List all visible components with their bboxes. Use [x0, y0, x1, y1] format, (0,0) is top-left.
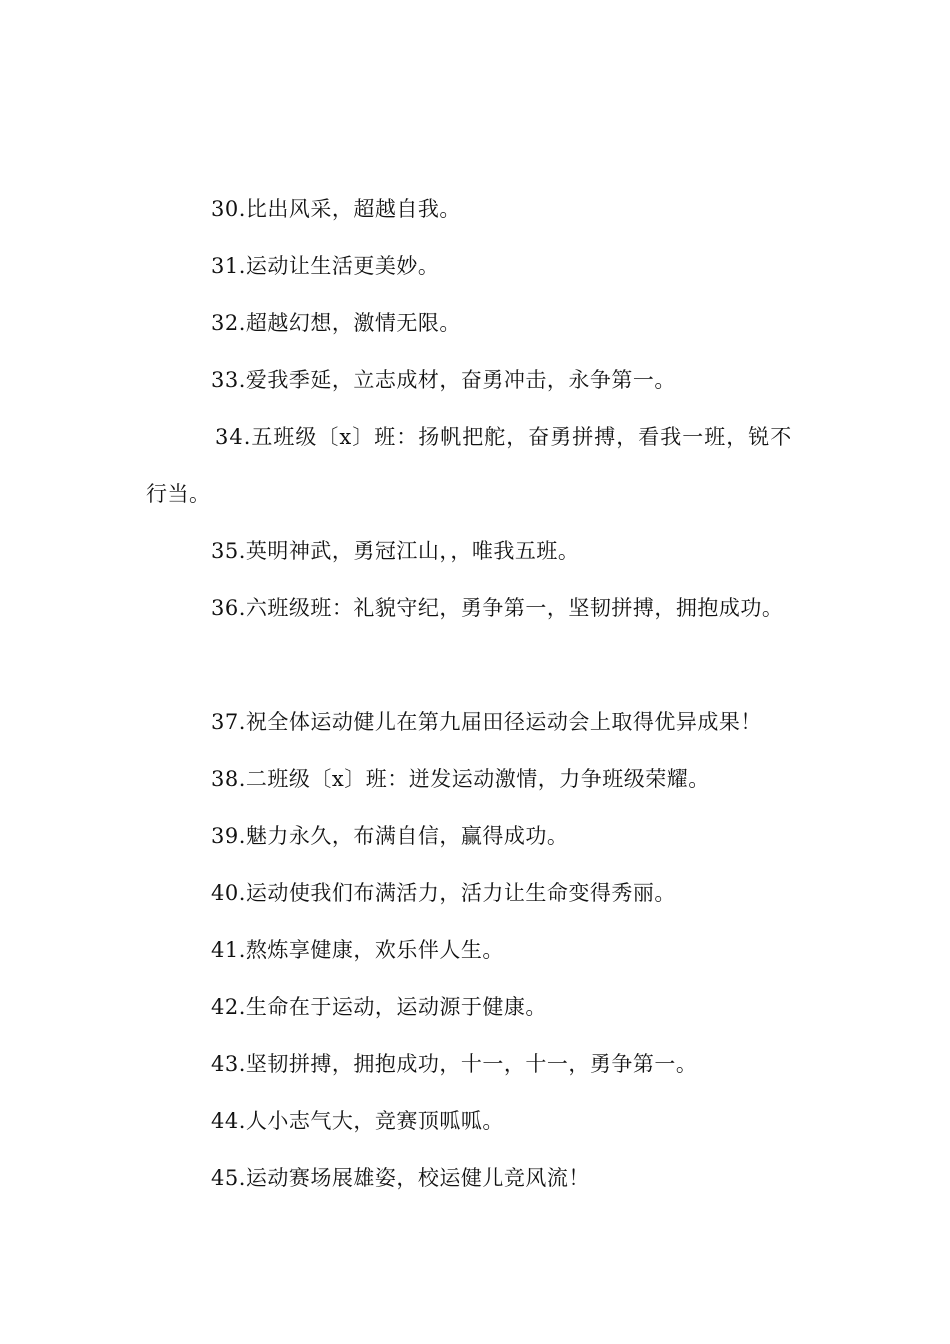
slogan-43: 43.坚韧拼搏，拥抱成功，十一，十一，勇争第一。 [211, 1052, 698, 1076]
slogan-30: 30.比出风采，超越自我。 [211, 197, 461, 221]
slogan-42: 42.生命在于运动，运动源于健康。 [211, 995, 547, 1019]
slogan-38: 38.二班级〔x〕班：迸发运动激情，力争班级荣耀。 [211, 767, 710, 791]
slogan-35: 35.英明神武，勇冠江山，，唯我五班。 [211, 539, 580, 563]
slogan-33: 33.爱我季延，立志成材，奋勇冲击，永争第一。 [211, 368, 676, 392]
slogan-40: 40.运动使我们布满活力，活力让生命变得秀丽。 [211, 881, 676, 905]
slogan-45: 45.运动赛场展雄姿，校运健儿竞风流！ [211, 1166, 590, 1190]
slogan-32: 32.超越幻想，激情无限。 [211, 311, 461, 335]
slogan-34-continuation: 行当。 [146, 482, 211, 506]
slogan-39: 39.魅力永久，布满自信，赢得成功。 [211, 824, 569, 848]
slogan-41: 41.熬炼享健康，欢乐伴人生。 [211, 938, 504, 962]
slogan-37: 37.祝全体运动健儿在第九届田径运动会上取得优异成果！ [211, 710, 762, 734]
slogan-44: 44.人小志气大，竞赛顶呱呱。 [211, 1109, 504, 1133]
slogan-31: 31.运动让生活更美妙。 [211, 254, 440, 278]
slogan-36: 36.六班级班：礼貌守纪，勇争第一，坚韧拼搏，拥抱成功。 [211, 596, 784, 620]
slogan-34: 34.五班级〔x〕班：扬帆把舵，奋勇拼搏，看我一班，锐不 [215, 425, 793, 449]
